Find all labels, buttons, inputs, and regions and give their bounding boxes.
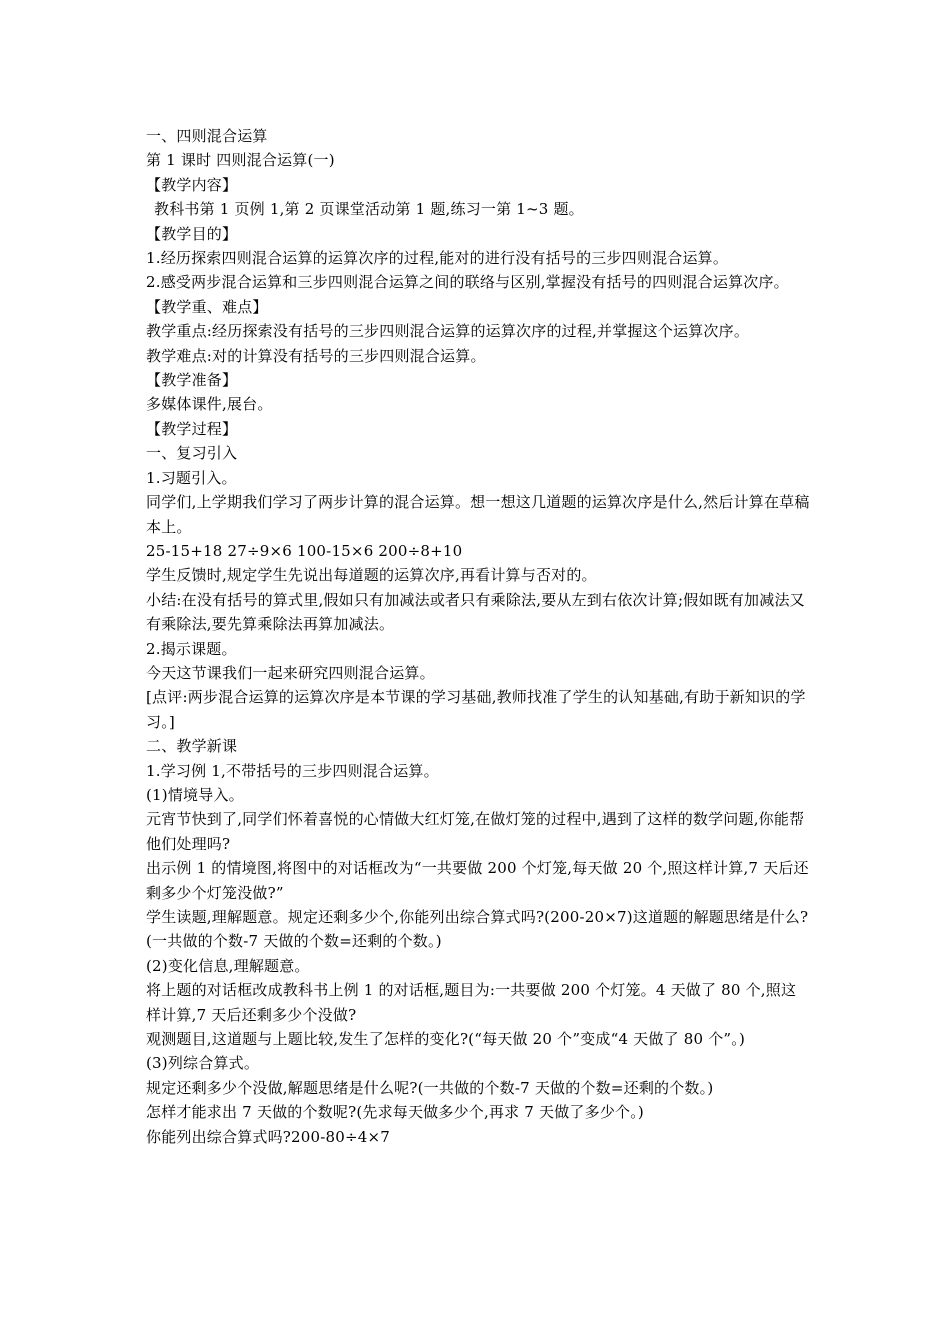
paragraph: 学生反馈时,规定学生先说出每道题的运算次序,再看计算与否对的。 xyxy=(146,566,597,585)
paragraph: 1.习题引入。 xyxy=(146,468,237,487)
paragraph: 多媒体课件,展台。 xyxy=(146,395,273,414)
paragraph: 同学们,上学期我们学习了两步计算的混合运算。想一想这几道题的运算次序是什么,然后计算在草稿本上。 xyxy=(146,493,810,536)
paragraph: 观测题目,这道题与上题比较,发生了怎样的变化?(“每天做 20 个”变成“4 天做了 80 个”。) xyxy=(146,1030,746,1049)
paragraph: 教科书第 1 页例 1,第 2 页课堂活动第 1 题,练习一第 1~3 题。 xyxy=(154,200,584,219)
heading-key-points: 【教学重、难点】 xyxy=(146,297,268,316)
paragraph: 你能列出综合算式吗?200-80÷4×7 xyxy=(146,1127,391,1146)
paragraph: 1.经历探索四则混合运算的运算次序的过程,能对的进行没有括号的三步四则混合运算。 xyxy=(146,249,729,268)
heading-content: 【教学内容】 xyxy=(146,175,238,194)
paragraph: (3)列综合算式。 xyxy=(146,1054,260,1073)
paragraph: 小结:在没有括号的算式里,假如只有加减法或者只有乘除法,要从左到右依次计算;假如既有加减法又有乘除法,要先算乘除法再算加减法。 xyxy=(146,590,805,634)
formula-line: 25-15+18 27÷9×6 100-15×6 200÷8+10 xyxy=(146,541,463,560)
heading-goals: 【教学目的】 xyxy=(146,224,238,243)
paragraph: (2)变化信息,理解题意。 xyxy=(146,956,310,975)
paragraph: 学生读题,理解题意。规定还剩多少个,你能列出综合算式吗?(200-20×7)这道题的解题思绪是什么?(一共做的个数-7 天做的个数=还剩的个数。) xyxy=(146,908,809,951)
paragraph: 2.感受两步混合运算和三步四则混合运算之间的联络与区别,掌握没有括号的四则混合运算次序。 xyxy=(146,273,789,292)
paragraph: 1.学习例 1,不带括号的三步四则混合运算。 xyxy=(146,761,439,780)
paragraph: 教学重点:经历探索没有括号的三步四则混合运算的运算次序的过程,并掌握这个运算次序。 xyxy=(146,322,750,341)
section-heading: 一、四则混合运算 xyxy=(146,127,268,145)
heading-process: 【教学过程】 xyxy=(146,419,238,438)
paragraph: [点评:两步混合运算的运算次序是本节课的学习基础,教师找准了学生的认知基础,有助于新知识的学习。] xyxy=(146,688,806,731)
paragraph: 规定还剩多少个没做,解题思绪是什么呢?(一共做的个数-7 天做的个数=还剩的个数。) xyxy=(146,1078,714,1097)
paragraph: 出示例 1 的情境图,将图中的对话框改为“一共要做 200 个灯笼,每天做 20 个,照这样计算,7 天后还剩多少个灯笼没做?” xyxy=(146,859,809,902)
paragraph: 元宵节快到了,同学们怀着喜悦的心情做大红灯笼,在做灯笼的过程中,遇到了这样的数学问题,你能帮他们处理吗? xyxy=(146,810,805,853)
paragraph: 今天这节课我们一起来研究四则混合运算。 xyxy=(146,663,435,682)
subheading: 二、教学新课 xyxy=(146,737,238,756)
paragraph: (1)情境导入。 xyxy=(146,785,244,804)
paragraph: 2.揭示课题。 xyxy=(146,639,237,658)
paragraph: 将上题的对话框改成教科书上例 1 的对话框,题目为:一共要做 200 个灯笼。4 天做了 80 个,照这样计算,7 天后还剩多少个没做? xyxy=(146,981,797,1024)
heading-preparation: 【教学准备】 xyxy=(146,371,238,390)
paragraph: 教学难点:对的计算没有括号的三步四则混合运算。 xyxy=(146,346,486,365)
paragraph: 怎样才能求出 7 天做的个数呢?(先求每天做多少个,再求 7 天做了多少个。) xyxy=(146,1103,644,1122)
subheading: 一、复习引入 xyxy=(146,444,238,463)
lesson-title: 第 1 课时 四则混合运算(一) xyxy=(146,151,335,170)
document-body xyxy=(146,124,810,1149)
